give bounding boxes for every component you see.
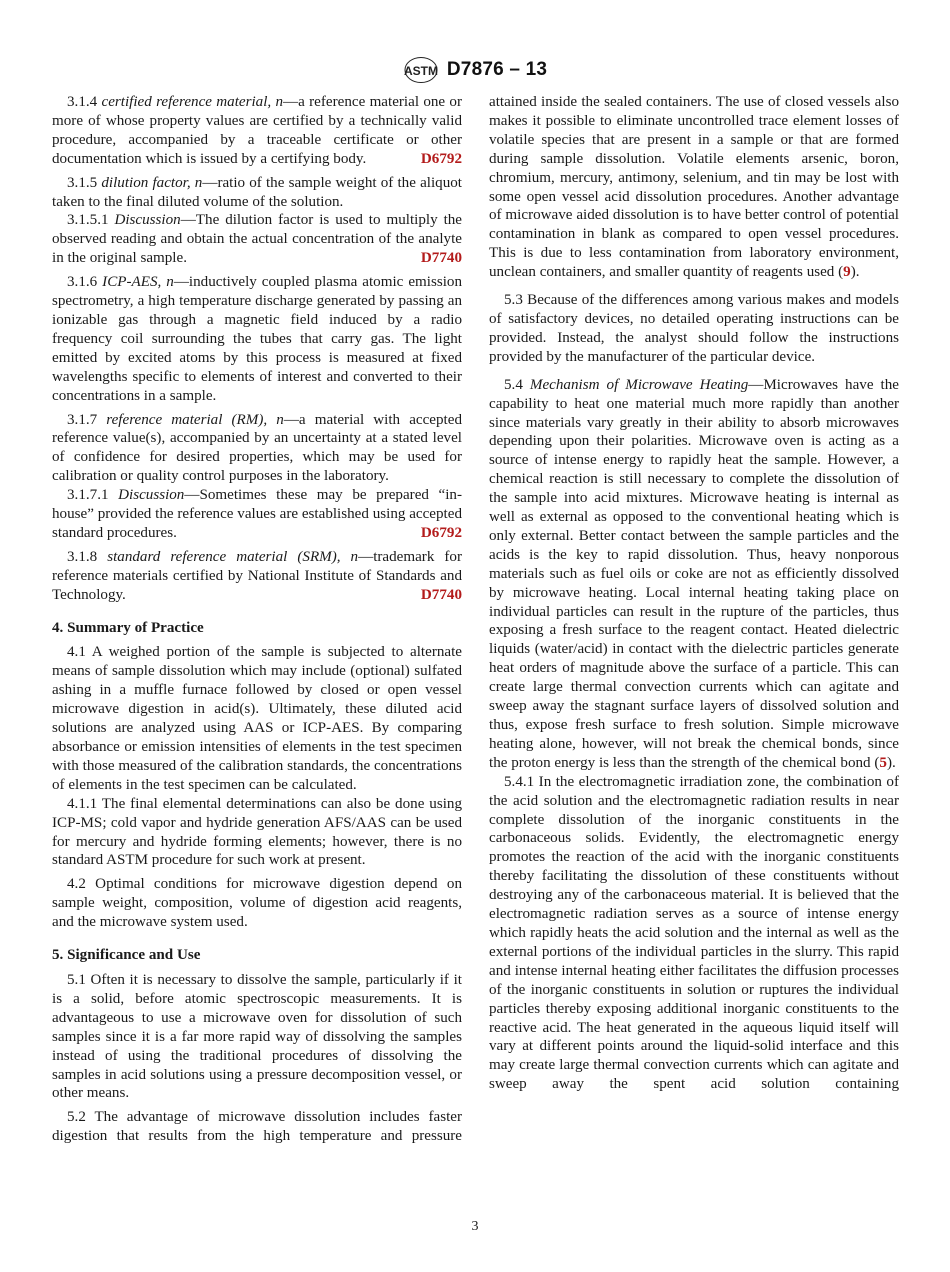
page-number: 3: [471, 1219, 479, 1234]
citation-link[interactable]: 5: [879, 754, 887, 771]
definition-3-1-8: 3.1.8 standard reference material (SRM), n—trademark for reference materials certified by National Institute of Standards and Technology. D7740: [52, 548, 462, 603]
svg-text:ASTM: ASTM: [403, 64, 438, 78]
paragraph-5-2: 5.2 The advantage of microwave dissolution includes faster digestion that results from the high temperature and pressure: [52, 1109, 462, 1145]
section-heading-4: 4. Summary of Practice: [52, 619, 204, 636]
definition-3-1-4: 3.1.4 certified reference material, n—a reference material one or more of whose property values are certified by a technically valid procedure, accompanied by a traceable certificate or other documentation which is issued by a certifying body. D6792: [52, 94, 462, 167]
right-column: [489, 93, 899, 1094]
discussion-3-1-7-1: 3.1.7.1 Discussion—Sometimes these may be prepared “in-house” provided the reference values are established using accepted standard procedures. D6792: [52, 487, 463, 541]
definition-3-1-5: 3.1.5 dilution factor, n—ratio of the sample weight of the aliquot taken to the final diluted volume of the solution.: [52, 174, 462, 210]
left-column: [52, 93, 462, 1146]
reference-link[interactable]: D7740: [420, 250, 462, 267]
paragraph-5-1: 5.1 Often it is necessary to dissolve the sample, particularly if it is a solid, before atomic spectroscopic measurements. It is advantageous to use a microwave oven for dissolution of such samples since it is a far more rapid way of dissolving the samples instead of using the traditional procedures of dissolving the samples in acid solutions using a pressure decomposition vessel, or other means.: [52, 971, 462, 1102]
paragraph-5-4: 5.4 Mechanism of Microwave Heating—Microwaves have the capability to heat one material much more rapidly than another since materials vary greatly in their ability to absorb microwaves depending upon their polarities. Microwave oven is acting as a source of intense energy to rapidly heat the sample. However, a chemical reaction is still necessary to complete the dissolution of the sample into acid mixtures. Microwave heating is internal as well as external as opposed to the conventional heating which is only external. Better contact between the sample particles and the acids is the key to rapid dissolution. Thus, heavy nonporous materials such as fuel oils or coke are not as efficiently dissolved by microwave heating. Local internal heating taking place on individual particles can result in the rupture of the particles, thus exposing a fresh surface to the reagent contact. Heated dielectric liquids (water/acid) in contact with the dielectric particles generate heat orders of magnitude above the surface of a particle. This can create large thermal convection currents which can agitate and sweep away the stagnant surface layers of dissolved solution and thus, expose fresh surface to fresh solution. Simple microwave heating alone, however, will not break the chemical bonds, since the proton energy is less than the strength of the chemical bond (5).: [489, 376, 899, 771]
definition-3-1-6: 3.1.6 ICP-AES, n—inductively coupled plasma atomic emission spectrometry, a high temperature discharge generated by passing an ionizable gas through a magnetic field induced by a radio frequency coil surrounding the tubes that carry gas. The light emitted by excited atoms by this process is measured at fixed wavelengths specific to elements of interest and converted to their concentrations in a sample.: [52, 274, 463, 404]
paragraph-4-1-1: 4.1.1 The final elemental determinations can also be done using ICP-MS; cold vapor and hydride generation AFS/AAS can be used for mercury and hydride forming elements; however, there is no standard ASTM procedure for such work at present.: [52, 795, 462, 869]
paragraph-5-2-continued: attained inside the sealed containers. The use of closed vessels also makes it possible to eliminate uncontrolled trace element losses of volatile species that are present in a sample or that are formed during sample dissolution. Volatile elements arsenic, boron, chromium, mercury, antimony, selenium, and tin may be lost with some open vessel acid dissolution procedures. Another advantage of microwave aided dissolution is to have better control of potential contamination in blank as compared to open vessel procedures. This is due to less contamination from laboratory environment, unclean containers, and smaller quantity of reagents used (9).: [489, 94, 899, 281]
term: certified reference material, n: [101, 94, 284, 110]
astm-logo-icon: [403, 56, 439, 84]
page-header: [0, 55, 950, 85]
paragraph-5-4-1: 5.4.1 In the electromagnetic irradiation zone, the combination of the acid solution and the electromagnetic radiation results in near complete dissolution of the inorganic constituents in the carbonaceous solids. Evidently, the electromagnetic energy promotes the reaction of the acid with the inorganic constituents thereby facilitating the dissolution of these constituents without destroying any of the carbonaceous material. It is believed that the electromagnetic radiation serves as a source of intense energy which rapidly heats the acid solution and the internal as well as the external portions of the individual particles in the slurry. This rapid and intense internal heating either facilitates the diffusion processes of the inorganic constituents in solution or ruptures the individual particles thereby exposing additional inorganic constituents to the reactive acid. The heat generated in the aqueous liquid itself will vary at different points around the liquid-solid interface and this may create large thermal convection currents which can agitate and sweep away the spent acid solution containing: [489, 773, 899, 1093]
section-heading-5: 5. Significance and Use: [52, 947, 201, 964]
paragraph-4-2: 4.2 Optimal conditions for microwave digestion depend on sample weight, composition, volume of digestion acid reagents, and the microwave system used.: [52, 876, 462, 931]
definition-3-1-7: 3.1.7 reference material (RM), n—a material with accepted reference value(s), accompanied by an uncertainty at a stated level of confidence for desired properties, which may be used for calibration or quality control purposes in the laboratory.: [52, 411, 462, 485]
paragraph-4-1: 4.1 A weighed portion of the sample is subjected to alternate means of sample dissolution which may include (optional) sulfated ashing in a muffle furnace followed by closed or open vessel microwave digestion in acid(s). Ultimately, these diluted acid solutions are analyzed using AAS or ICP-AES. By comparing absorbance or emission intensities of elements in the test specimen with those measured of the calibration standards, the concentrations of elements in the test specimen can be calculated.: [52, 644, 462, 793]
paragraph-5-3: 5.3 Because of the differences among various makes and models of satisfactory devices, no detailed operating instructions can be provided. Instead, the analyst should follow the instructions provided by the manufacturer of the particular device.: [489, 292, 899, 365]
reference-link[interactable]: D7740: [420, 586, 462, 603]
document-id: D7876 – 13: [446, 59, 548, 80]
citation-link[interactable]: 9: [843, 264, 851, 281]
reference-link[interactable]: D6792: [420, 524, 462, 541]
discussion-3-1-5-1: 3.1.5.1 Discussion—The dilution factor is used to multiply the observed reading and obtain the actual concentration of the analyte in the original sample. D7740: [52, 212, 463, 267]
reference-link[interactable]: D6792: [420, 150, 462, 167]
